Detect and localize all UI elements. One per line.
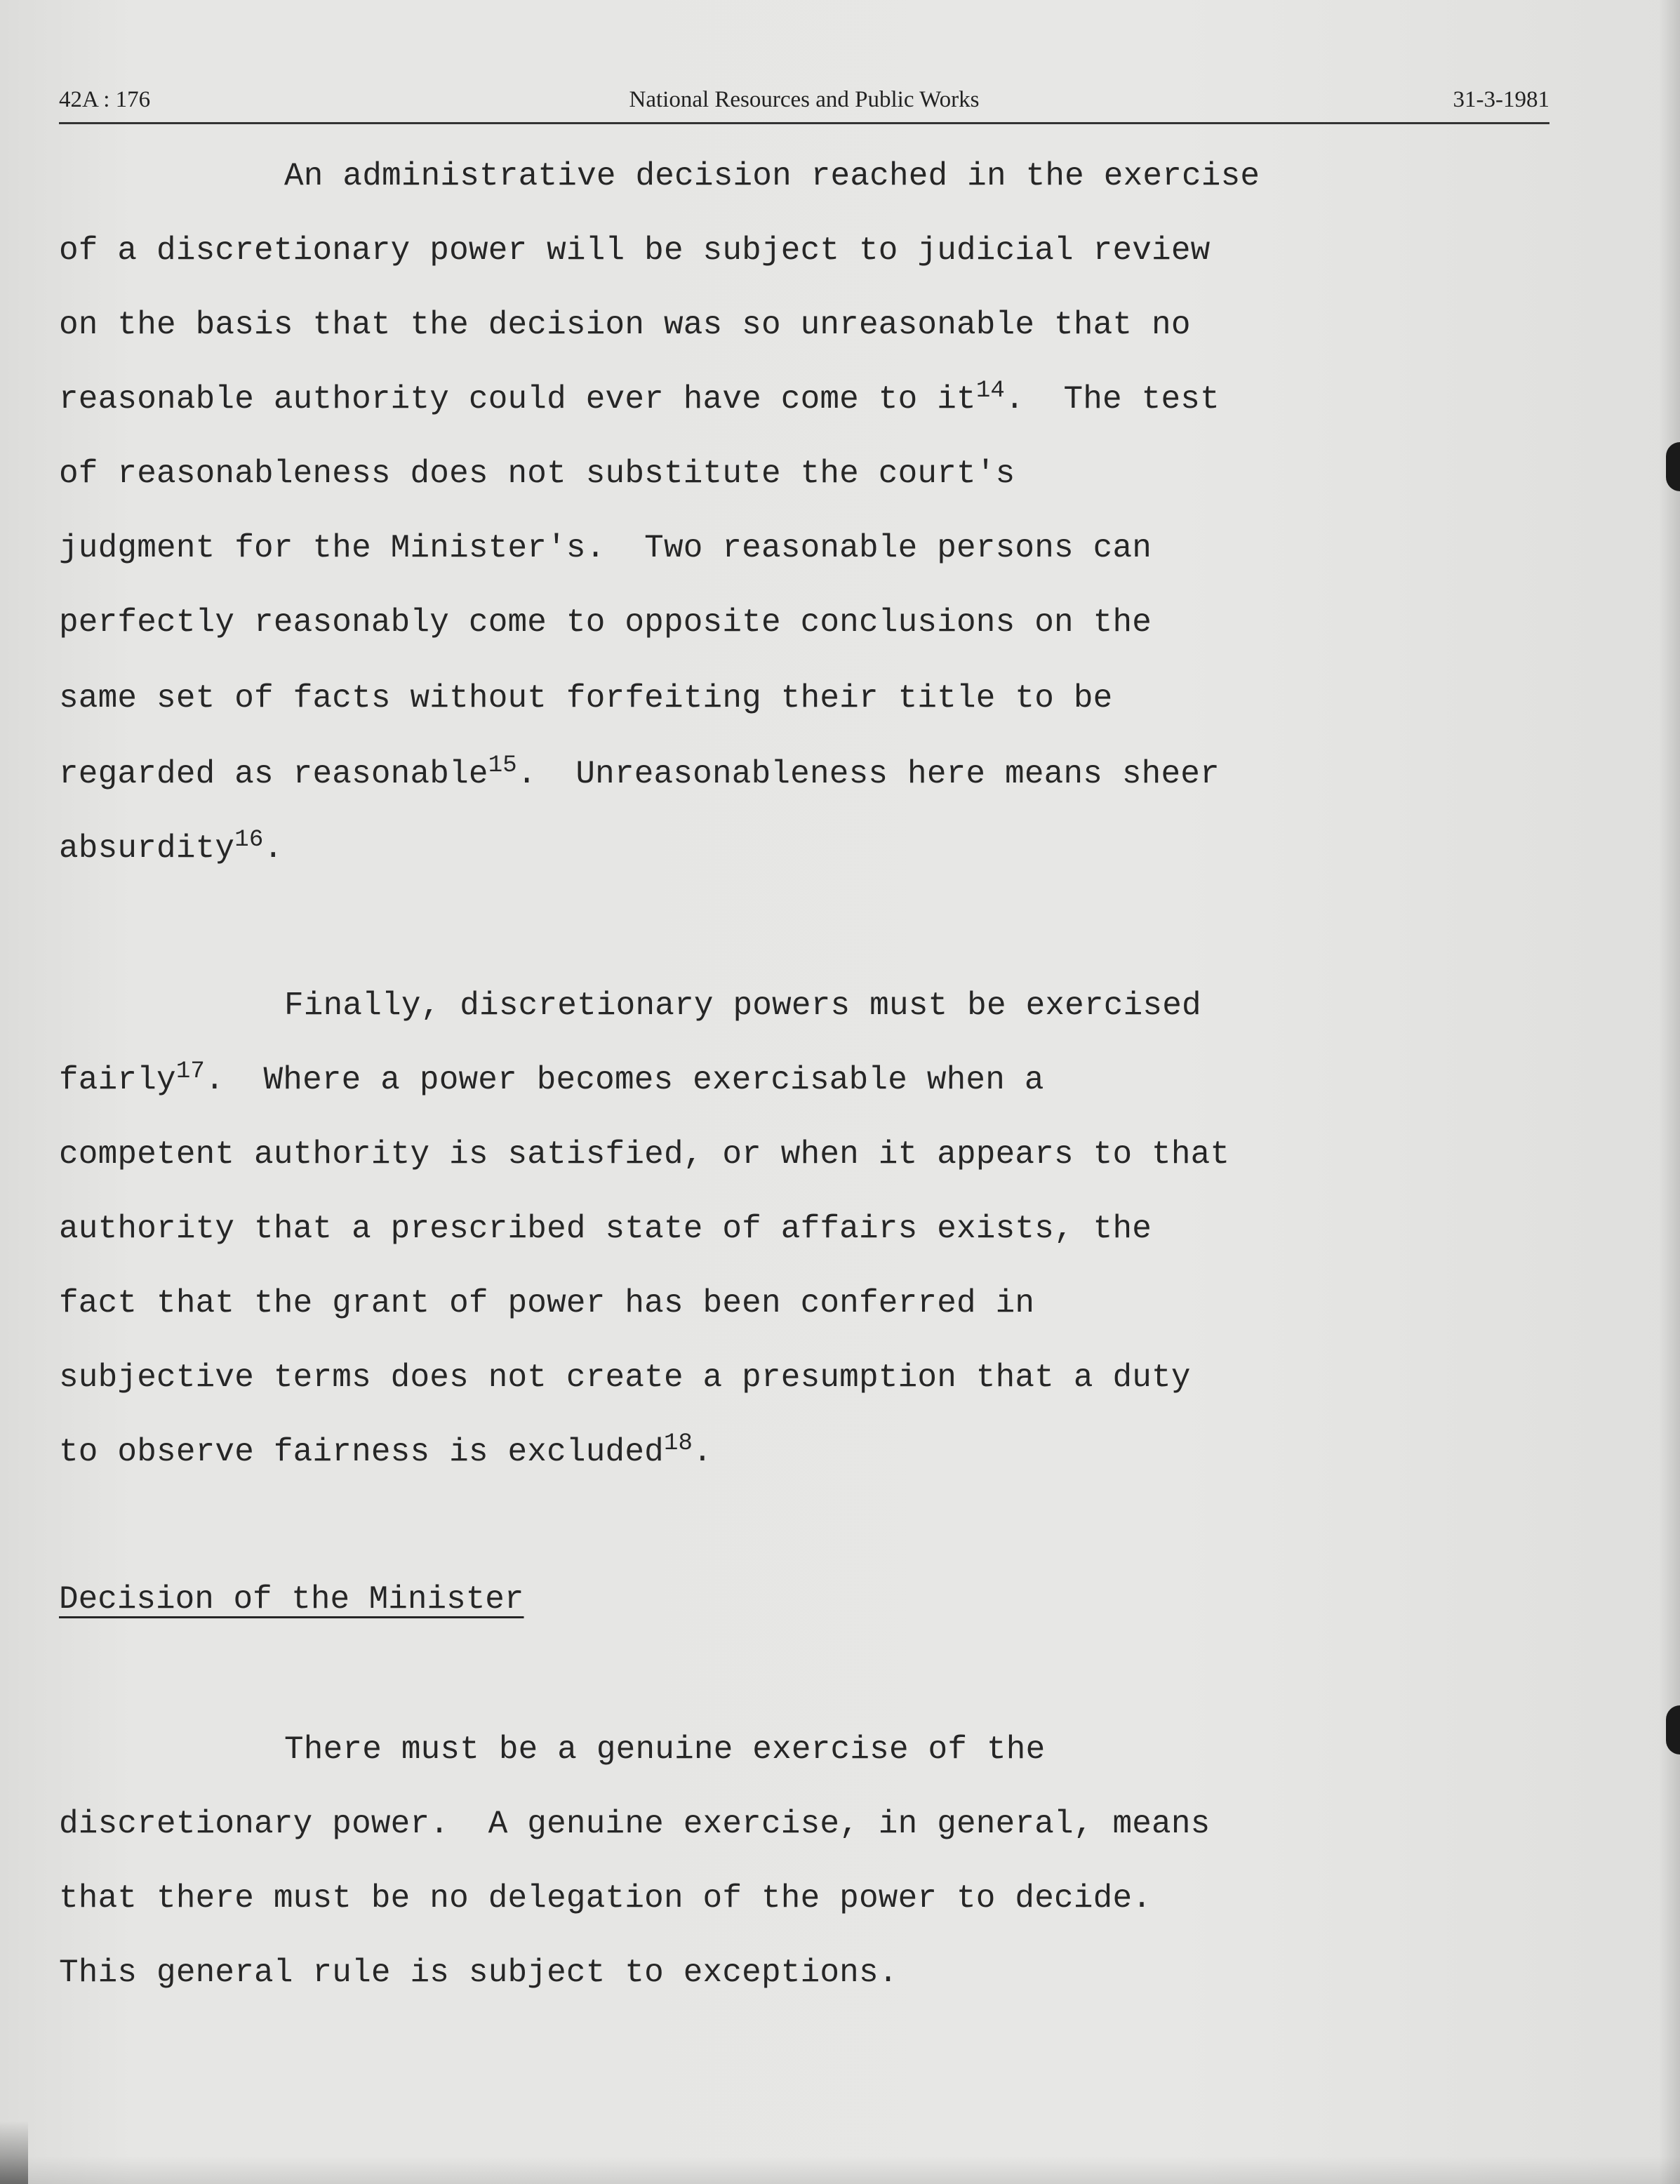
body-line: discretionary power. A genuine exercise, in general, means <box>59 1806 1211 1842</box>
publication-title: National Resources and Public Works <box>629 87 980 112</box>
body-line: absurdity$^{16}$. <box>59 827 284 867</box>
body-line: to observe fairness is excluded$^{18}$. <box>59 1430 712 1470</box>
body-line: of reasonableness does not substitute the court's <box>59 455 1015 492</box>
body-line: subjective terms does not create a presumption that a duty <box>59 1359 1191 1396</box>
page-number: 42A : 176 <box>59 87 151 112</box>
footnote-ref: 17 <box>175 1058 206 1085</box>
body-line: judgment for the Minister's. Two reasonable persons can <box>59 530 1152 566</box>
body-line: same set of facts without forfeiting their title to be <box>59 680 1113 717</box>
body-line: reasonable authority could ever have come to $it^{14}$. The test <box>59 378 1220 418</box>
page-date: 31-3-1981 <box>1453 87 1549 112</box>
running-header <box>59 83 1549 124</box>
body-line: Finally, discretionary powers must be exercised <box>284 987 1201 1024</box>
binder-hole-icon <box>1666 442 1680 491</box>
body-line: fact that the grant of power has been conferred in <box>59 1285 1035 1321</box>
binder-hole-icon <box>1666 1705 1680 1754</box>
body-line: This general rule is subject to exceptions. <box>59 1955 898 1991</box>
body-line: that there must be no delegation of the power to decide. <box>59 1880 1152 1917</box>
page-edge-shadow <box>1659 0 1680 2184</box>
body-line: perfectly reasonably come to opposite conclusions on the <box>59 604 1152 641</box>
footnote-ref: 16 <box>234 827 264 853</box>
page-bottom-shadow <box>0 2156 1680 2184</box>
body-line: authority that a prescribed state of affairs exists, the <box>59 1211 1152 1247</box>
footnote-ref: 14 <box>975 378 1006 404</box>
body-line: of a discretionary power will be subject to judicial review <box>59 232 1211 269</box>
footnote-ref: 18 <box>663 1430 693 1457</box>
section-heading: Decision of the Minister <box>59 1581 524 1618</box>
body-line: on the basis that the decision was so unreasonable that no <box>59 307 1191 343</box>
body-line: fairly$^{17}$. Where a power becomes exercisable when a <box>59 1058 1044 1098</box>
body-line: There must be a genuine exercise of the <box>284 1731 1046 1768</box>
body-line: competent authority is satisfied, or when it appears to that <box>59 1136 1230 1173</box>
scan-corner-shadow <box>0 2121 28 2184</box>
body-line: An administrative decision reached in the exercise <box>284 158 1260 194</box>
body-line: regarded as reasonable$^{15}$. Unreasonableness here means sheer <box>59 752 1220 792</box>
footnote-ref: 15 <box>488 752 517 779</box>
